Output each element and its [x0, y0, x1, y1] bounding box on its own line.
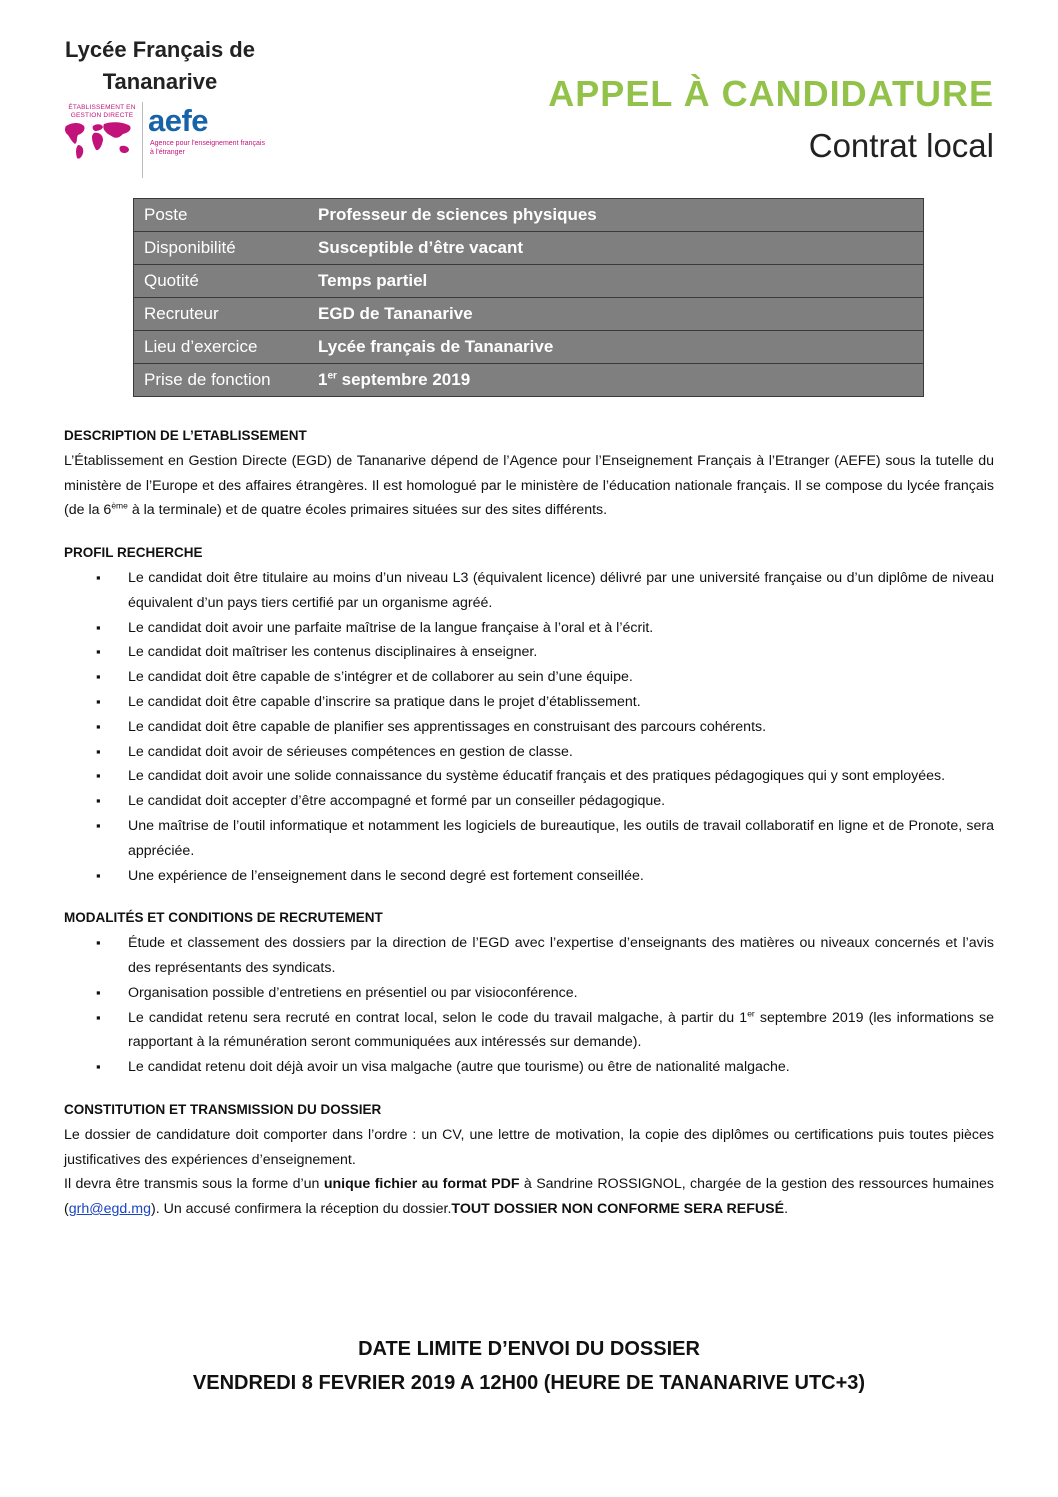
deadline-block [64, 1332, 994, 1400]
dossier-paragraph-1: Le dossier de candidature doit comporter dans l’ordre : un CV, une lettre de motivation, la copie des diplômes ou certifications puis toutes pièces justificatives des expériences d’enseignement. [64, 1126, 994, 1168]
description-text-2: à la terminale) et de quatre écoles primaires situées sur des sites différents. [127, 502, 608, 519]
row-label: Poste [134, 199, 309, 232]
table-row [134, 364, 924, 397]
row-value: Temps partiel [308, 265, 924, 298]
school-name-line2: Tananarive [102, 69, 218, 94]
row-label: Quotité [134, 265, 309, 298]
row-value: Professeur de sciences physiques [308, 199, 924, 232]
list-item: ▪ Le candidat doit avoir de sérieuses compétences en gestion de classe. [128, 740, 994, 765]
recruitment-item3-text-1: Le candidat retenu sera recruté en contrat local, selon le code du travail malgache, à partir du 1 [128, 1009, 748, 1026]
list-item: ▪ Le candidat doit maîtriser les contenus disciplinaires à enseigner. [128, 640, 994, 665]
document-subtitle: Contrat local [808, 127, 994, 164]
list-item: ▪ Le candidat doit avoir une parfaite maîtrise de la langue française à l’oral et à l’écrit. [128, 616, 994, 641]
description-text-1: L’Établissement en Gestion Directe (EGD) de Tananarive dépend de l’Agence pour l’Enseignement Français à l’Etranger (AEFE) sous la tutelle du ministère de l’Europe et des affaires étrangères. Il est homologué par le ministère de l’éducation nationale français. Il se compose du lycée français (de la 6 [64, 452, 994, 519]
section-title-dossier: CONSTITUTION ET TRANSMISSION DU DOSSIER [64, 1101, 382, 1117]
row-label: Lieu d’exercice [134, 331, 309, 364]
row-value [308, 364, 924, 397]
row-label: Prise de fonction [134, 364, 309, 397]
dossier-text-c: ). Un accusé confirmera la réception du dossier. [150, 1201, 452, 1218]
start-month-year: septembre 2019 [336, 370, 471, 389]
logo-divider [142, 102, 143, 178]
list-item [128, 1006, 994, 1056]
start-day: 1 [318, 370, 328, 389]
row-value: Susceptible d’être vacant [308, 232, 924, 265]
row-label: Disponibilité [134, 232, 309, 265]
aefe-wordmark: aefe [148, 103, 209, 138]
hr-email-link[interactable]: grh@egd.mg [68, 1201, 151, 1218]
row-value: Lycée français de Tananarive [308, 331, 924, 364]
row-value: EGD de Tananarive [308, 298, 924, 331]
school-name-line1: Lycée Français de [65, 37, 255, 62]
list-item: ▪ Une expérience de l’enseignement dans le second degré est fortement conseillée. [128, 864, 994, 889]
profile-list [64, 566, 994, 888]
non-compliant-warning: TOUT DOSSIER NON CONFORME SERA REFUSÉ [451, 1201, 785, 1218]
dossier-text-end: . [784, 1201, 789, 1218]
recruitment-item3-sup: er [747, 1007, 755, 1018]
list-item: ▪ Le candidat doit être capable de s’intégrer et de collaborer au sein d’une équipe. [128, 665, 994, 690]
world-map-icon [62, 118, 136, 162]
job-info-table [133, 198, 924, 397]
list-item: ▪ Le candidat doit avoir une solide connaissance du système éducatif français et des pratiques pédagogiques qui y sont employées. [128, 764, 994, 789]
recruitment-item3-text-2: septembre 2019 (les informations se rapportant à la rémunération seront communiquées aux intéressés sur demande). [128, 1009, 994, 1051]
list-item: ▪ Le candidat doit accepter d’être accompagné et formé par un conseiller pédagogique. [128, 789, 994, 814]
table-row [134, 265, 924, 298]
list-item: ▪ Le candidat doit être titulaire au moins d’un niveau L3 (équivalent licence) délivré par une université française ou d’un diplôme de niveau équivalent d’un pays tiers certifié par un organisme agréé. [128, 566, 994, 616]
table-row [134, 199, 924, 232]
list-item: ▪ Une maîtrise de l’outil informatique et notamment les logiciels de bureautique, les outils de travail collaboratif en ligne et de Pronote, sera appréciée. [128, 814, 994, 864]
table-row [134, 331, 924, 364]
table-row [134, 298, 924, 331]
list-item: ▪ Le candidat retenu doit déjà avoir un visa malgache (autre que tourisme) ou être de nationalité malgache. [128, 1055, 994, 1080]
dossier-text-b: à Sandrine ROSSIGNOL, chargée de la gestion des ressources humaines ( [64, 1176, 994, 1218]
recruitment-list [64, 931, 994, 1080]
section-title-description: DESCRIPTION DE L’ETABLISSEMENT [64, 428, 307, 443]
section-title-profile: PROFIL RECHERCHE [64, 545, 203, 561]
deadline-date: VENDREDI 8 FEVRIER 2019 A 12H00 (HEURE DE TANANARIVE UTC+3) [192, 1372, 866, 1394]
table-row [134, 232, 924, 265]
document-title: APPEL À CANDIDATURE [548, 73, 994, 114]
document-body [64, 424, 994, 1222]
list-item: ▪ Étude et classement des dossiers par la direction de l’EGD avec l’expertise d’enseignants des matières ou niveaux concernés et l’avis des représentants des syndicats. [128, 931, 994, 981]
school-name [40, 34, 280, 98]
list-item: ▪ Le candidat doit être capable d’inscrire sa pratique dans le projet d’établissement. [128, 690, 994, 715]
description-paragraph [64, 449, 994, 523]
start-day-suffix: er [327, 370, 337, 382]
description-sup: ème [111, 500, 128, 511]
list-item: ▪ Organisation possible d’entretiens en présentiel ou par visioconférence. [128, 981, 994, 1006]
deadline-label: DATE LIMITE D’ENVOI DU DOSSIER [358, 1338, 700, 1360]
dossier-paragraph-2 [64, 1172, 994, 1222]
row-label: Recruteur [134, 298, 309, 331]
pdf-format-note: unique fichier au format PDF [323, 1176, 520, 1193]
dossier-text-a: Il devra être transmis sous la forme d’un [64, 1176, 324, 1193]
egd-label: ÉTABLISSEMENT EN GESTION DIRECTE [68, 104, 136, 119]
list-item: ▪ Le candidat doit être capable de planifier ses apprentissages en construisant des parcours cohérents. [128, 715, 994, 740]
section-title-recruitment: MODALITÉS ET CONDITIONS DE RECRUTEMENT [64, 910, 383, 926]
aefe-logo [62, 100, 265, 180]
aefe-agency-label: Agence pour l'enseignement français à l'étranger [150, 140, 265, 156]
